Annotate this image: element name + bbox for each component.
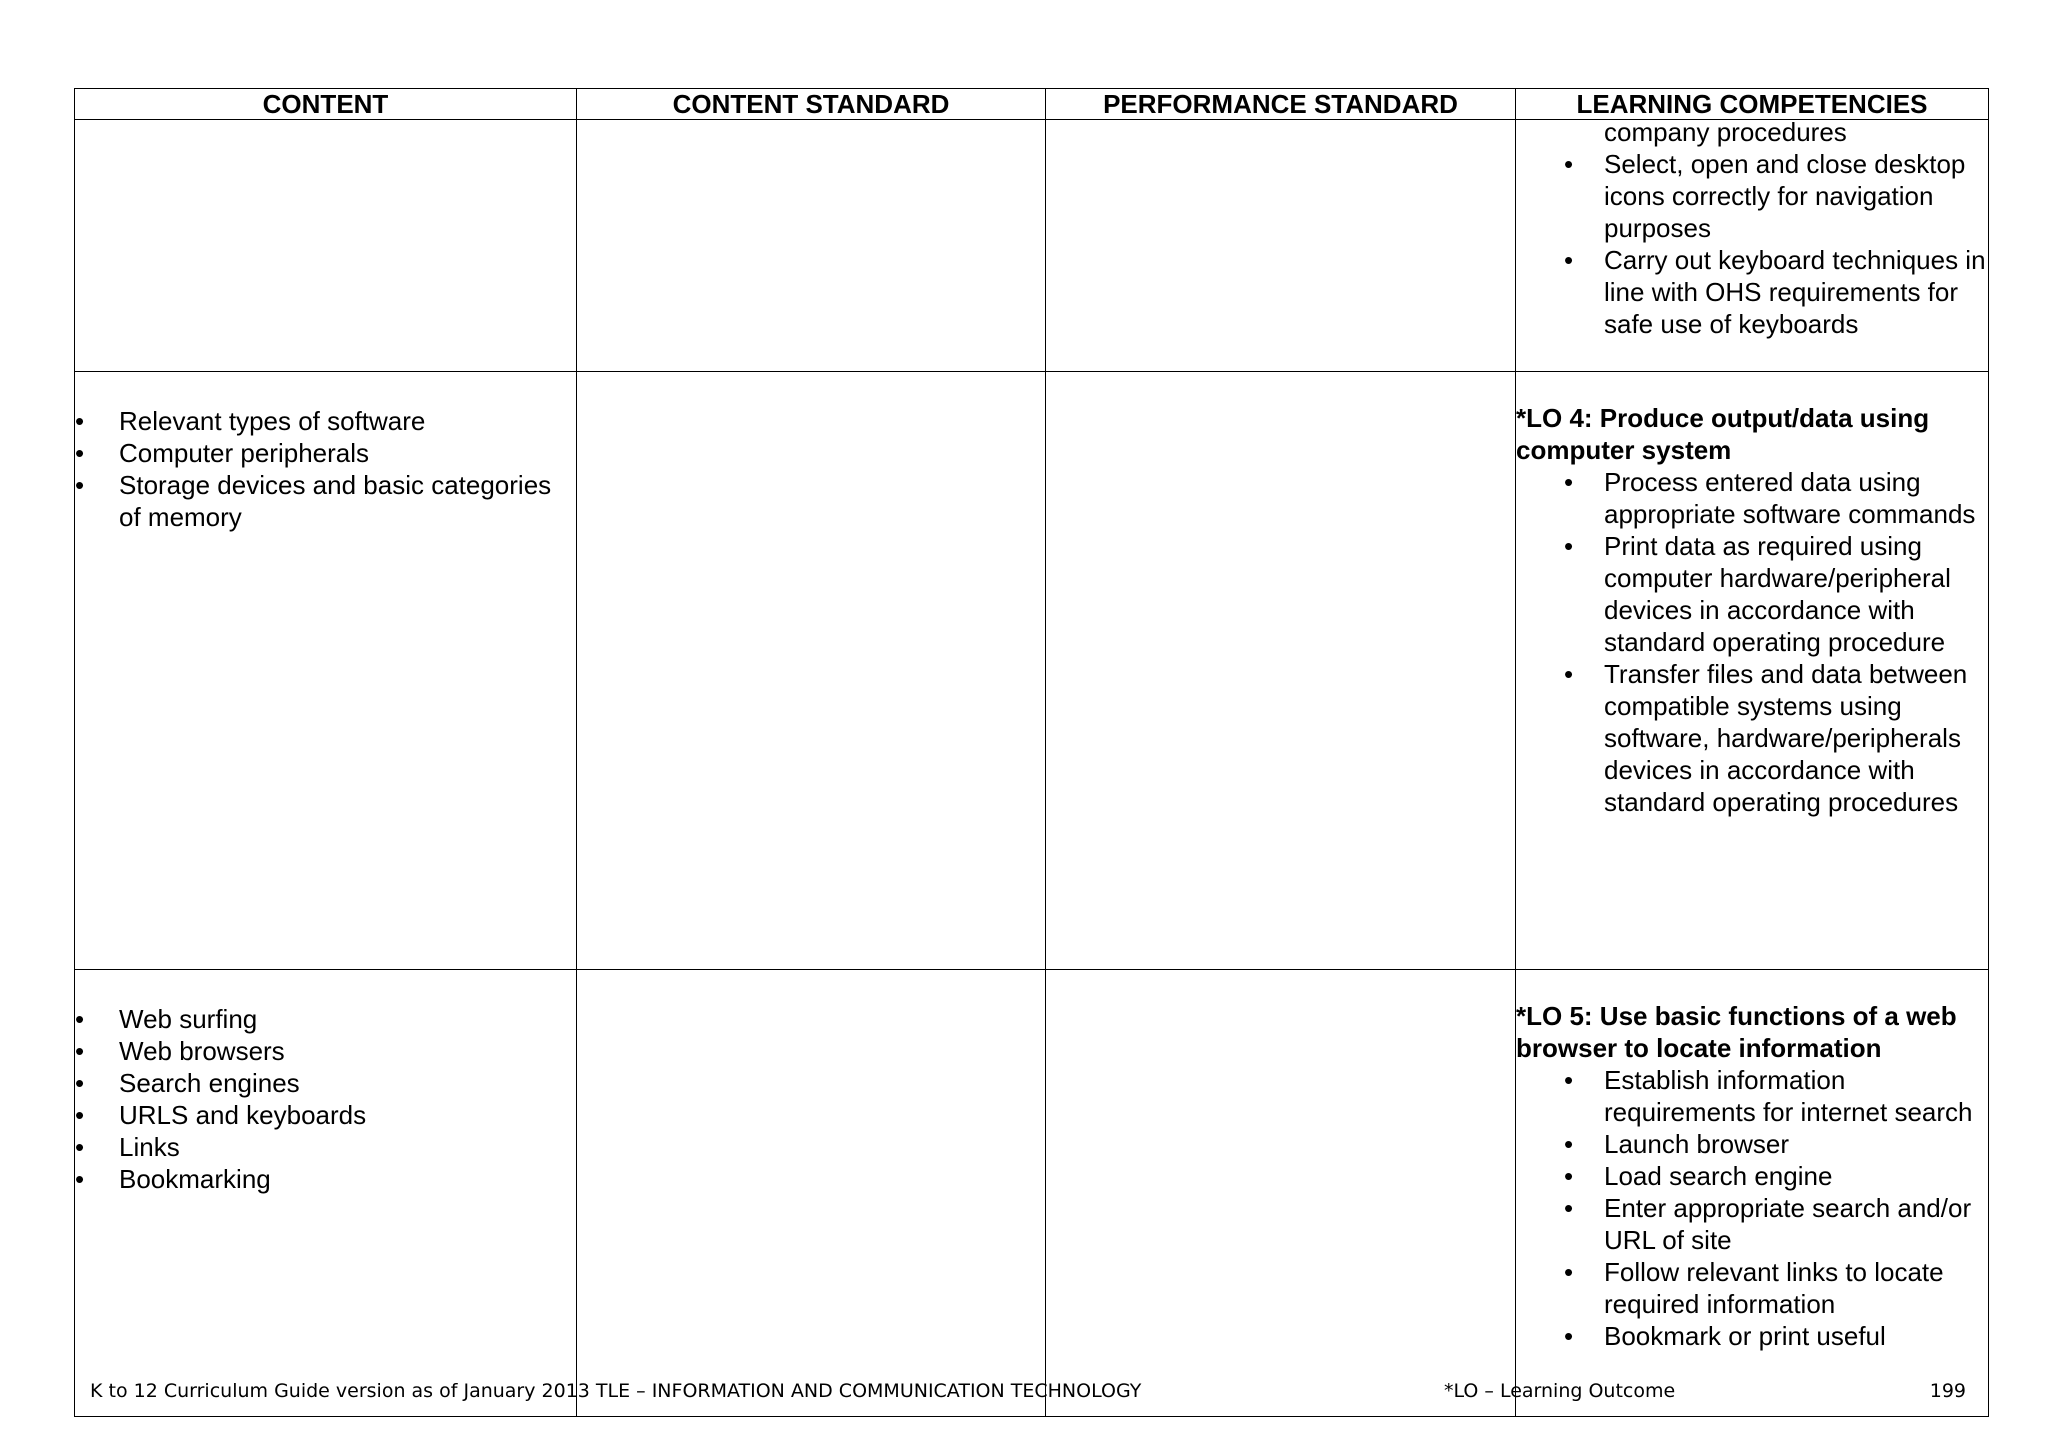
learning-competencies-cell [1516, 970, 1989, 1417]
list-item: • Relevant types of software [75, 405, 576, 437]
performance-standard-cell [1046, 372, 1516, 970]
list-item: • Links [75, 1131, 576, 1163]
learning-outcome-title: *LO 5: Use basic functions of a web browser to locate information [1516, 1001, 1957, 1063]
content-standard-cell [577, 372, 1046, 970]
content-standard-cell [577, 120, 1046, 372]
content-standard-cell [577, 970, 1046, 1417]
curriculum-table [74, 88, 1989, 1417]
footer-document-title: K to 12 Curriculum Guide version as of January 2013 TLE – INFORMATION AND COMMUNICATION TECHNOLOGY [90, 1380, 1142, 1402]
list-item: • Computer peripherals [75, 437, 576, 469]
table-row [75, 120, 1989, 372]
content-cell [75, 372, 577, 970]
list-item: • Launch browser [1516, 1128, 1988, 1160]
list-item: • Enter appropriate search and/or URL of site [1516, 1192, 1988, 1256]
performance-standard-cell [1046, 970, 1516, 1417]
header-performance-standard: PERFORMANCE STANDARD [1046, 89, 1516, 120]
footer-legend: *LO – Learning Outcome [1444, 1380, 1676, 1402]
list-item: • Web surfing [75, 1003, 576, 1035]
list-item: • Bookmarking [75, 1163, 576, 1195]
table-header-row [75, 89, 1989, 120]
content-cell [75, 970, 577, 1417]
list-item: • Print data as required using computer hardware/peripheral devices in accordance with standard operating procedure [1516, 530, 1988, 658]
list-item: • Follow relevant links to locate required information [1516, 1256, 1988, 1320]
learning-competencies-cell [1516, 372, 1989, 970]
content-cell [75, 120, 577, 372]
competency-list [1516, 1064, 1988, 1352]
content-list [75, 1003, 576, 1195]
competency-list [1516, 466, 1988, 818]
header-content: CONTENT [75, 89, 577, 120]
continuation-text: company procedures [1604, 117, 1847, 147]
list-item: • Storage devices and basic categories of memory [75, 469, 576, 533]
learning-outcome-title: *LO 4: Produce output/data using computer system [1516, 403, 1930, 465]
list-item: • Process entered data using appropriate software commands [1516, 466, 1988, 530]
list-item: • Carry out keyboard techniques in line with OHS requirements for safe use of keyboards [1516, 244, 1988, 340]
list-item: • Search engines [75, 1067, 576, 1099]
table-row [75, 970, 1989, 1417]
list-item: • URLS and keyboards [75, 1099, 576, 1131]
page-number: 199 [1929, 1380, 1966, 1402]
performance-standard-cell [1046, 120, 1516, 372]
list-item: • Establish information requirements for internet search [1516, 1064, 1988, 1128]
table-row [75, 372, 1989, 970]
list-item: • Web browsers [75, 1035, 576, 1067]
content-list [75, 405, 576, 533]
learning-competencies-cell [1516, 117, 1989, 372]
header-content-standard: CONTENT STANDARD [577, 89, 1046, 120]
header-learning-competencies: LEARNING COMPETENCIES [1516, 89, 1989, 120]
competency-list [1516, 148, 1988, 340]
list-item: • Transfer files and data between compatible systems using software, hardware/peripherals devices in accordance with standard operating procedures [1516, 658, 1988, 818]
list-item: • Select, open and close desktop icons correctly for navigation purposes [1516, 148, 1988, 244]
list-item: • Bookmark or print useful [1516, 1320, 1988, 1352]
list-item: • Load search engine [1516, 1160, 1988, 1192]
